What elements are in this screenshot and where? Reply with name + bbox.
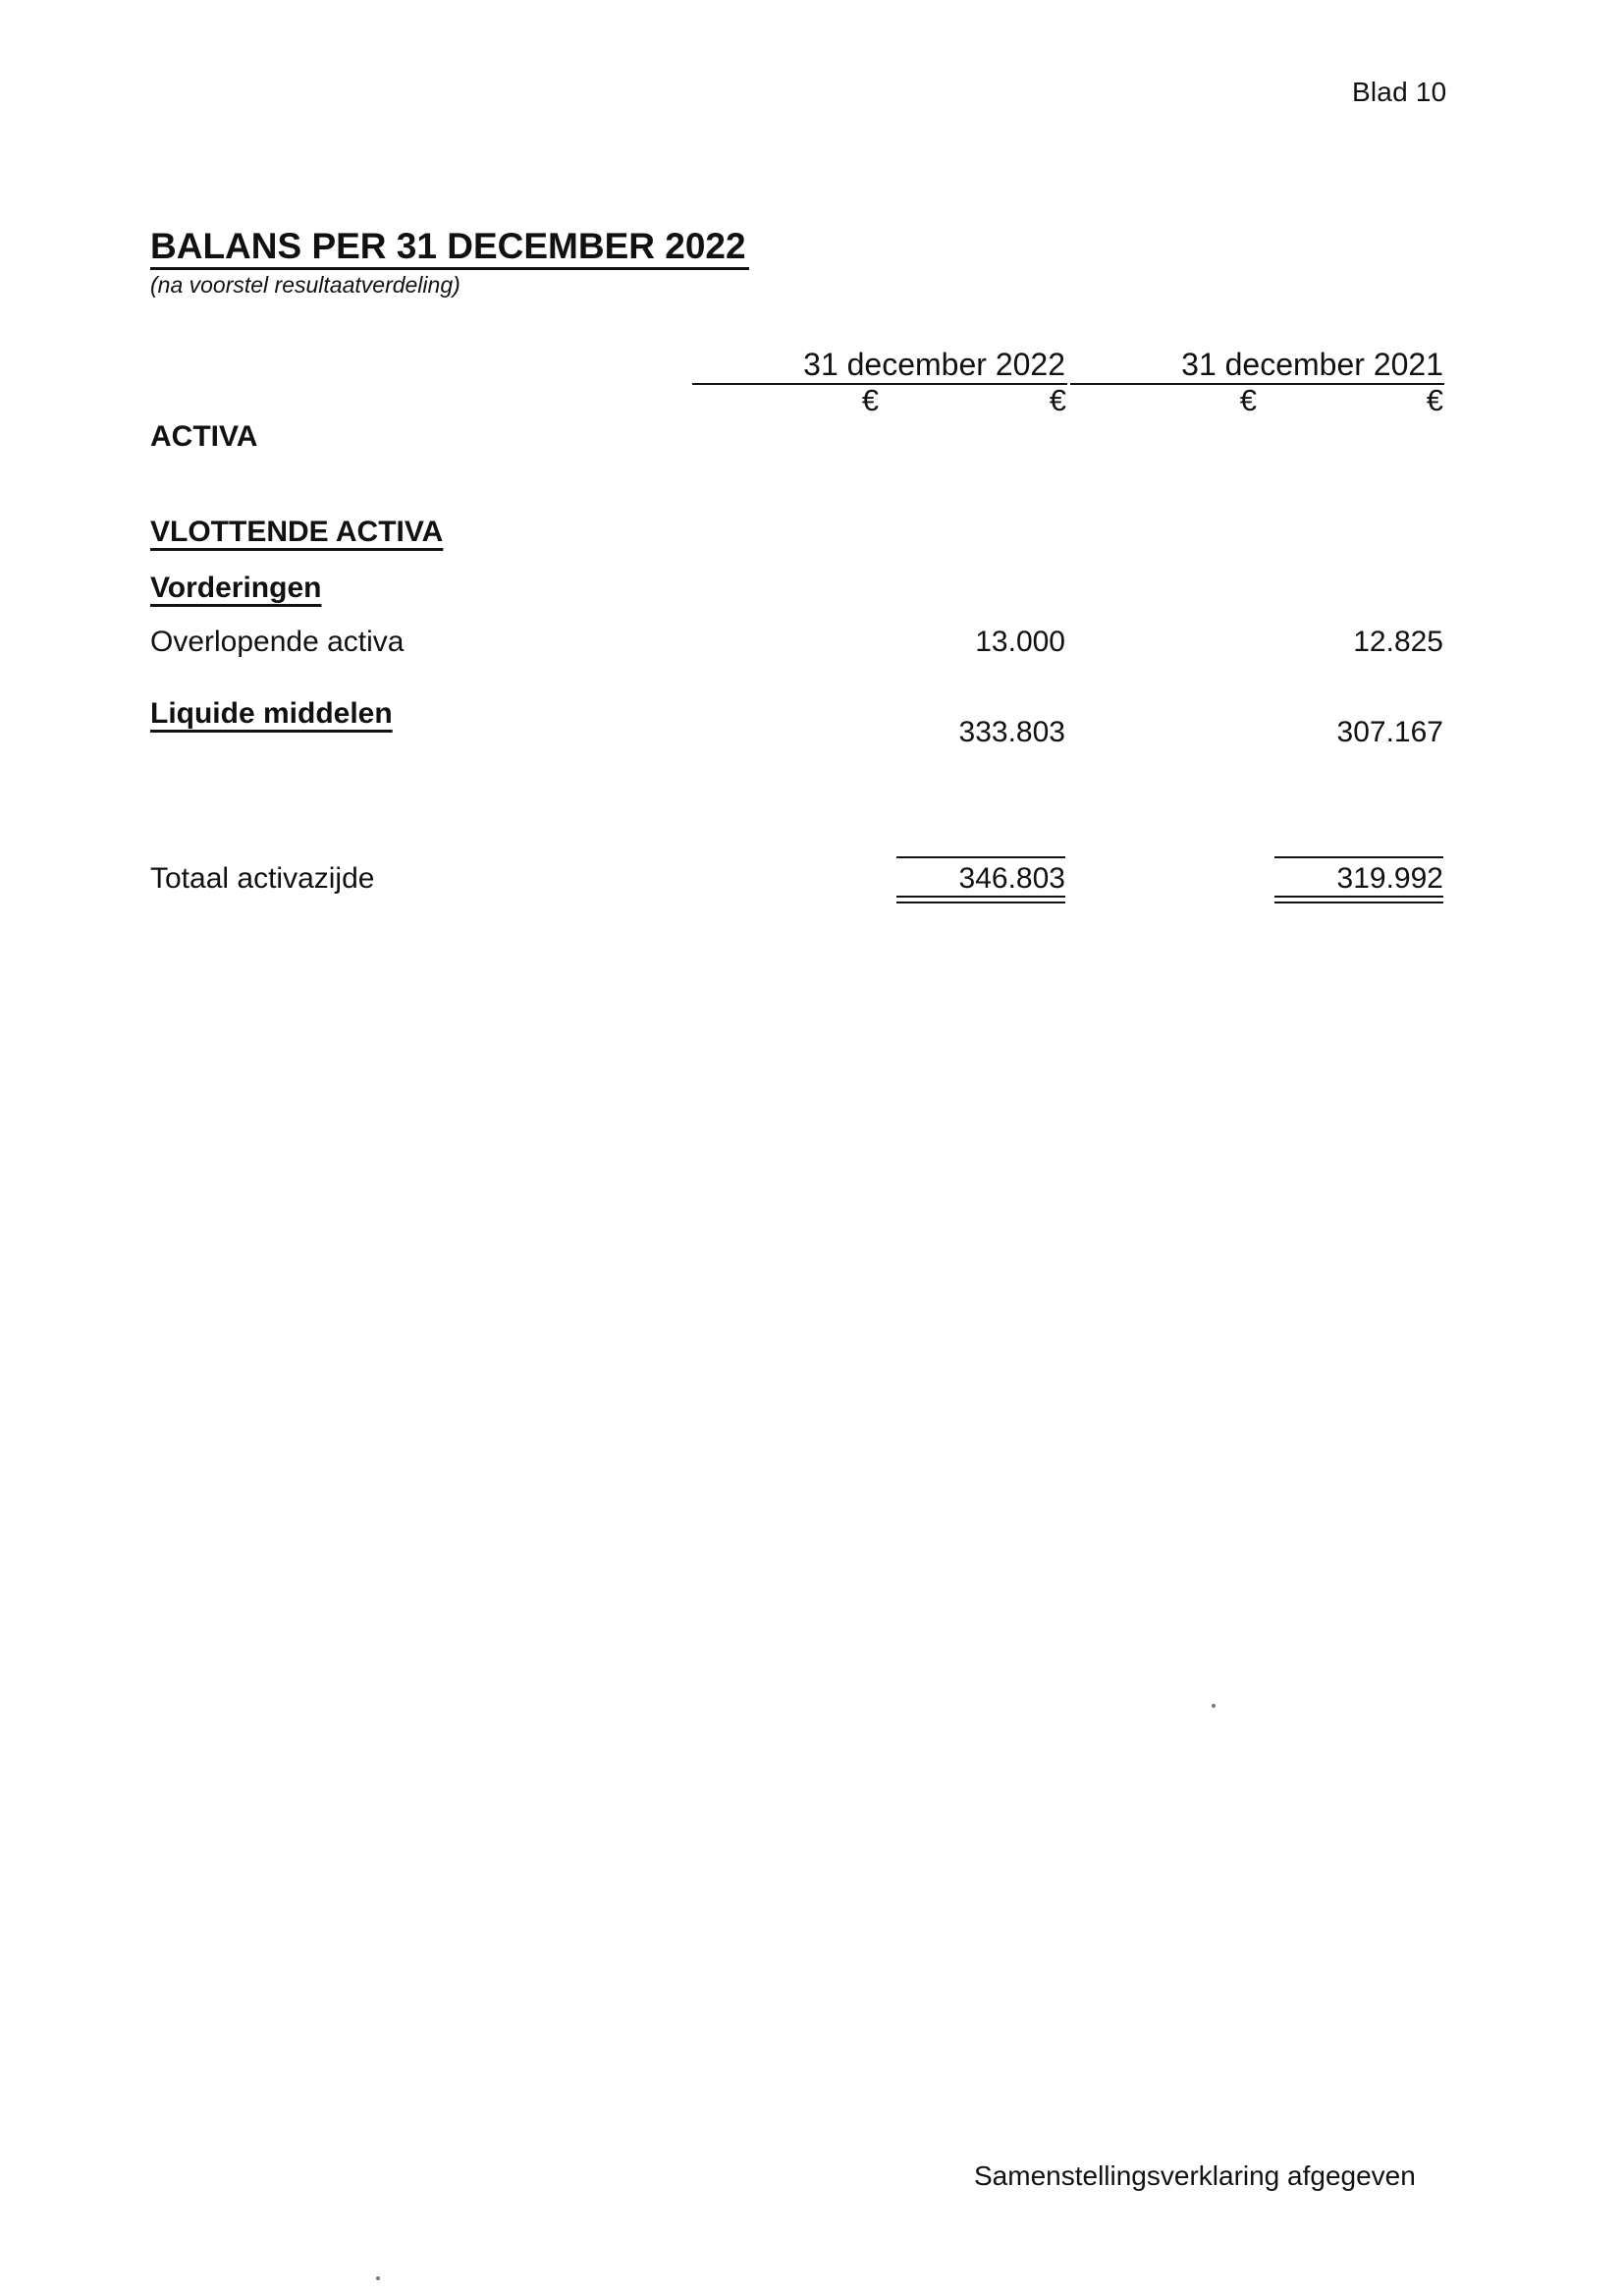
total-double-rule-2021	[1274, 896, 1443, 903]
heading-vorderingen: Vorderingen	[150, 572, 322, 604]
heading-liquide-middelen: Liquide middelen	[150, 697, 393, 730]
title-underline	[150, 267, 749, 270]
total-rule-top-2021	[1274, 856, 1443, 858]
section-heading-activa: ACTIVA	[150, 420, 258, 453]
scan-speck	[376, 2276, 380, 2280]
currency-symbol-previous-right: €	[1426, 383, 1443, 417]
scan-speck	[1212, 1704, 1216, 1708]
column-header-previous: 31 december 2021	[1181, 347, 1443, 382]
total-rule-top-2022	[896, 856, 1065, 858]
amount-overlopende-activa-2022: 13.000	[975, 626, 1065, 658]
page-subtitle: (na voorstel resultaatverdeling)	[150, 272, 460, 298]
page-number: Blad 10	[1352, 77, 1447, 107]
total-double-rule-2022	[896, 896, 1065, 903]
amount-totaal-2022: 346.803	[958, 862, 1065, 895]
amount-totaal-2021: 319.992	[1336, 862, 1443, 895]
column-rule-current	[692, 383, 1067, 385]
heading-vlottende-activa: VLOTTENDE ACTIVA	[150, 516, 444, 548]
amount-liquide-middelen-2022: 333.803	[958, 716, 1065, 748]
currency-symbol-previous-left: €	[1239, 383, 1257, 417]
footer-note: Samenstellingsverklaring afgegeven	[974, 2160, 1416, 2191]
currency-symbol-current-left: €	[861, 383, 879, 417]
row-label-totaal-activazijde: Totaal activazijde	[150, 862, 375, 895]
amount-liquide-middelen-2021: 307.167	[1336, 716, 1443, 748]
amount-overlopende-activa-2021: 12.825	[1353, 626, 1443, 658]
column-header-current: 31 december 2022	[803, 347, 1065, 382]
page-title: BALANS PER 31 DECEMBER 2022	[150, 226, 746, 266]
column-rule-previous	[1070, 383, 1444, 385]
row-label-overlopende-activa: Overlopende activa	[150, 626, 405, 658]
currency-symbol-current-right: €	[1049, 383, 1066, 417]
